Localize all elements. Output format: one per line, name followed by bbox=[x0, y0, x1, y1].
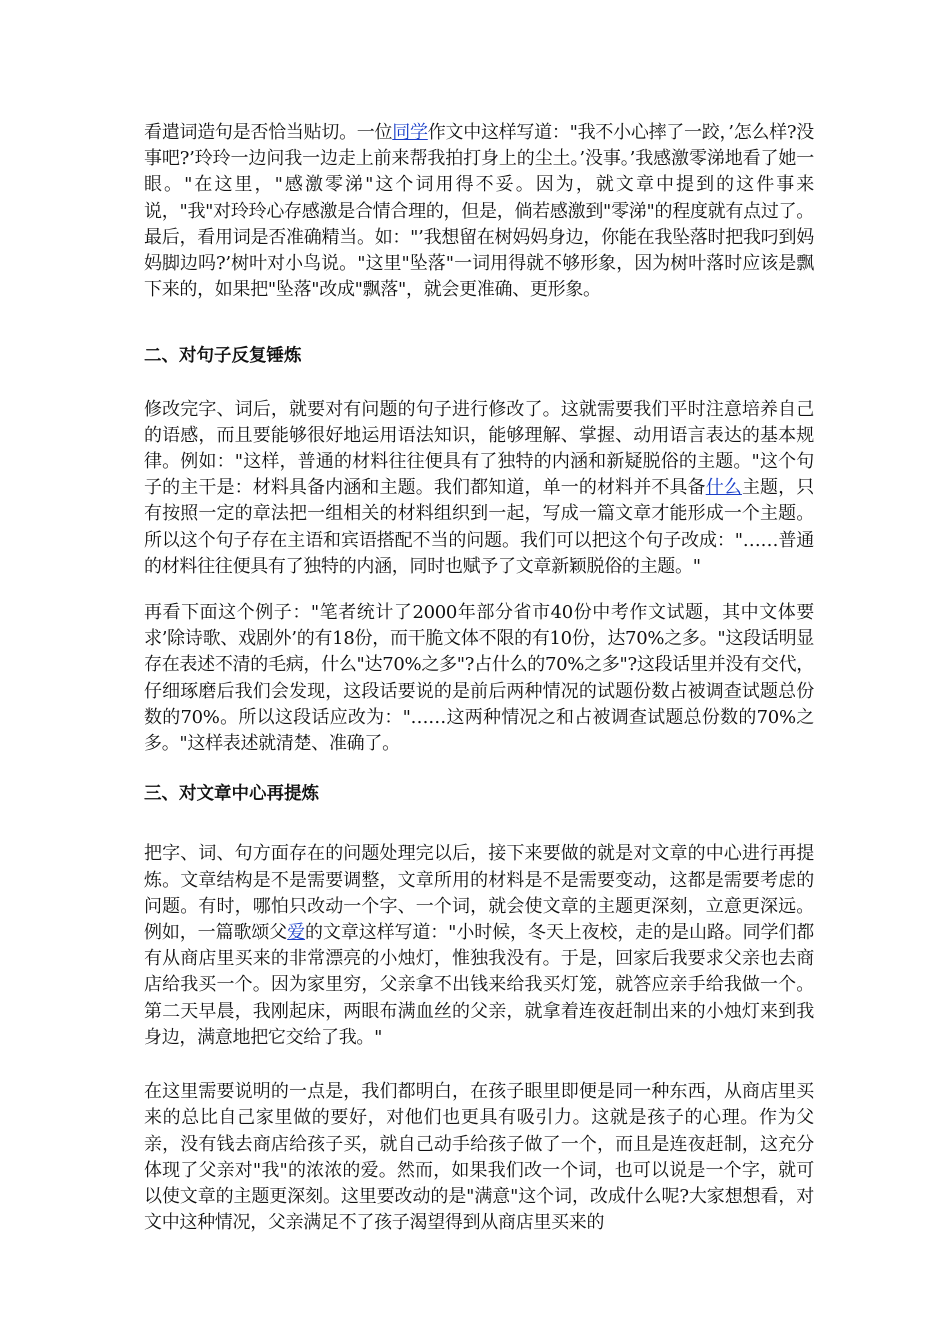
section-heading-2: 二、对句子反复锤炼 bbox=[144, 346, 302, 367]
paragraph-word-choice: 看遣词造句是否恰当贴切。一位同学作文中这样写道："我不小心摔了一跤，’怎么样?没事吧?’玲玲一边问我一边走上前来帮我拍打身上的尘土。’没事。’我感激零涕地看了她一眼。"在这里，"感激零涕"这个词用得不妥。因为，就文章中提到的这件事来说，"我"对玲玲心存感激是合情合理的，但是，倘若感激到"零涕"的程度就有点过了。最后，看用词是否准确精当。如："’我想留在树妈妈身边，你能在我坠落时把我叼到妈妈脚边吗?’树叶对小鸟说。"这里"坠落"一词用得就不够形象，因为树叶落时应该是飘下来的，如果把"坠落"改成"飘落"，就会更准确、更形象。 bbox=[144, 122, 814, 301]
paragraph-sentence-revision: 修改完字、词后，就要对有问题的句子进行修改了。这就需要我们平时注意培养自己的语感，而且要能够很好地运用语法知识，能够理解、掌握、动用语言表达的基本规律。例如："这样，普通的材料往往便具有了独特的内涵和新疑脱俗的主题。"这个句子的主干是：材料具备内涵和主题。我们都知道，单一的材料并不具备什么主题，只有按照一定的章法把一组相关的材料组织到一起，写成一篇文章才能形成一个主题。所以这个句子存在主语和宾语搭配不当的问题。我们可以把这个句子改成："……普通的材料往往便具有了独特的内涵，同时也赋予了文章新颖脱俗的主题。" bbox=[144, 398, 814, 577]
link-ai[interactable]: 爱 bbox=[287, 922, 306, 944]
section-heading-3: 三、对文章中心再提炼 bbox=[144, 784, 319, 805]
link-shenme[interactable]: 什么 bbox=[705, 477, 742, 499]
paragraph-explanation: 在这里需要说明的一点是，我们都明白，在孩子眼里即便是同一种东西，从商店里买来的总比自己家里做的要好，对他们也更具有吸引力。这就是孩子的心理。作为父亲，没有钱去商店给孩子买，就自己动手给孩子做了一个，而且是连夜赶制，这充分体现了父亲对"我"的浓浓的爱。然而，如果我们改一个词，也可以说是一个字，就可以使文章的主题更深刻。这里要改动的是"满意"这个词，改成什么呢?大家想想看，对文中这种情况，父亲满足不了孩子渴望得到从商店里买来的 bbox=[144, 1081, 814, 1234]
paragraph-example-2000: 再看下面这个例子："笔者统计了2000年部分省市40份中考作文试题，其中文体要求’除诗歌、戏剧外’的有18份，而干脆文体不限的有10份，达70%之多。"这段话明显存在表述不清的毛病，什么"达70%之多"?占什么的70%之多"?这段话里并没有交代，仔细琢磨后我们会发现，这段话要说的是前后两种情况的试题份数占被调查试题总份数的70%。所以这段话应改为："……这两种情况之和占被调查试题总份数的70%之多。"这样表述就清楚、准确了。 bbox=[144, 602, 814, 755]
link-tongxue[interactable]: 同学 bbox=[392, 122, 428, 143]
document-body bbox=[144, 120, 814, 1236]
paragraph-theme-refinement: 把字、词、句方面存在的问题处理完以后，接下来要做的就是对文章的中心进行再提炼。文章结构是不是需要调整，文章所用的材料是不是需要变动，这都是需要考虑的问题。有时，哪怕只改动一个字、一个词，就会使文章的主题更深刻，立意更深远。例如，一篇歌颂父爱的文章这样写道："小时候，冬天上夜校，走的是山路。同学们都有从商店里买来的非常漂亮的小烛灯，惟独我没有。于是，回家后我要求父亲也去商店给我买一个。因为家里穷，父亲拿不出钱来给我买灯笼，就答应亲手给我做一个。第二天早晨，我刚起床，两眼布满血丝的父亲，就拿着连夜赶制出来的小烛灯来到我身边，满意地把它交给了我。" bbox=[144, 843, 815, 1048]
